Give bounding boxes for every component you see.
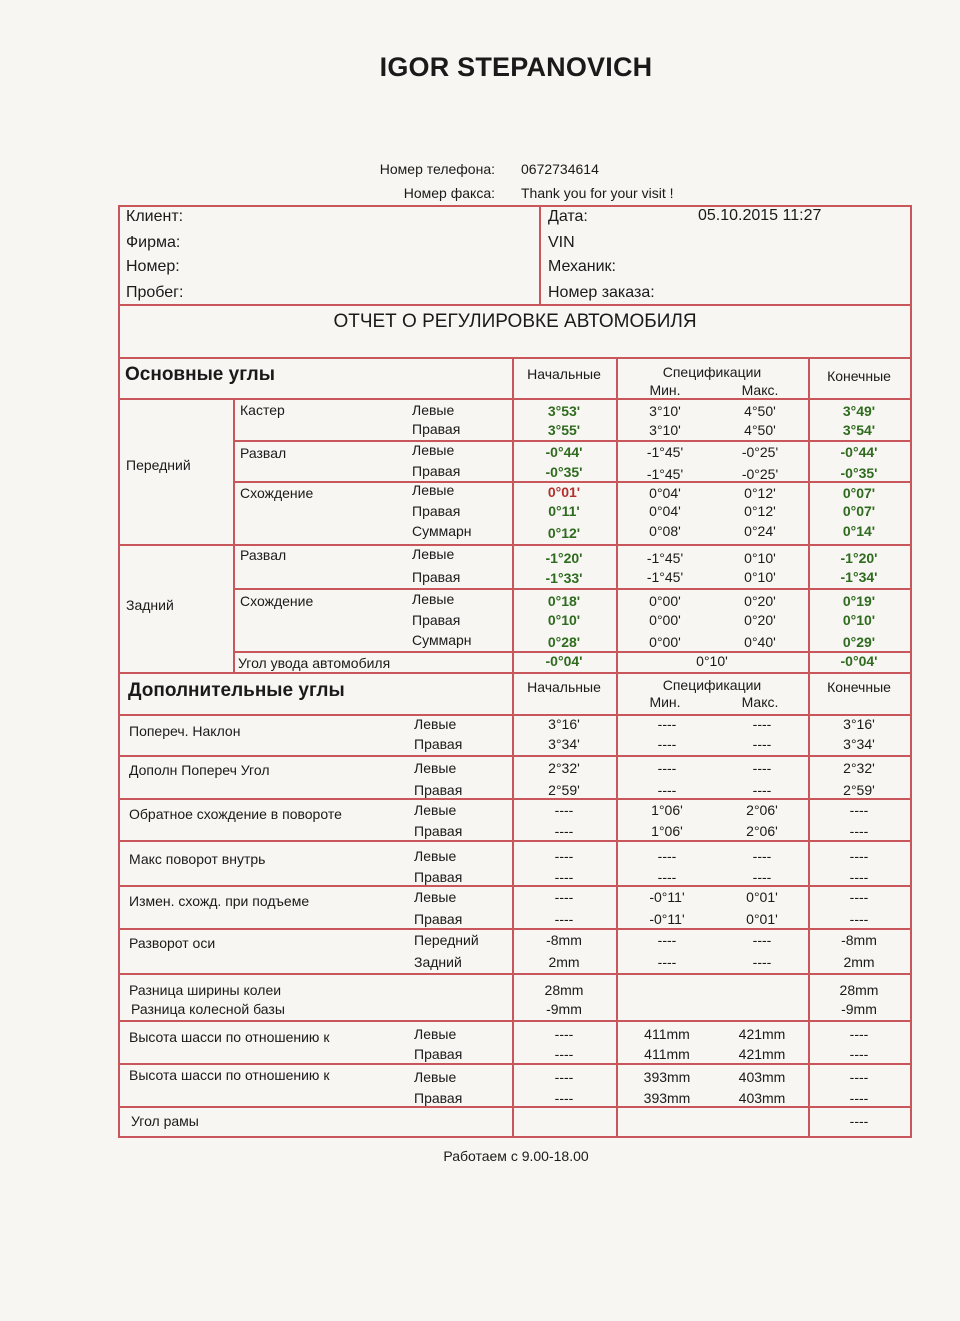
value-min: ---- xyxy=(657,782,677,798)
front-camber-label: Развал xyxy=(240,445,287,461)
fax-label: Номер факса: xyxy=(403,185,495,201)
side-label: Левые xyxy=(414,1069,457,1085)
vin-label: VIN xyxy=(548,234,575,251)
side-left: Левые xyxy=(412,442,455,458)
side-label: Правая xyxy=(414,782,463,798)
value-final: ---- xyxy=(849,1090,869,1106)
thrust-initial: -0°04' xyxy=(545,653,583,669)
value-max: ---- xyxy=(752,954,772,970)
value-initial: 3°53' xyxy=(547,403,581,419)
value-min: -1°45' xyxy=(646,550,684,566)
col-spec: Спецификации xyxy=(662,364,762,380)
value-max: 421mm xyxy=(738,1046,786,1062)
value-min: ---- xyxy=(657,760,677,776)
side-label: Левые xyxy=(414,716,457,732)
value-initial: -0°44' xyxy=(545,444,583,460)
value-initial: ---- xyxy=(554,802,574,818)
value-min: -1°45' xyxy=(646,569,684,585)
value-initial: ---- xyxy=(554,889,574,905)
value-min: ---- xyxy=(657,869,677,885)
value-min: 1°06' xyxy=(651,802,683,818)
wheelbase-label: Разница колесной базы xyxy=(131,1001,285,1017)
track-final: 28mm xyxy=(839,982,879,998)
value-min: -0°11' xyxy=(649,911,685,927)
value-initial: 2°32' xyxy=(548,760,580,776)
side-label: Правая xyxy=(414,823,463,839)
value-initial: ---- xyxy=(554,1026,574,1042)
value-max: 0°10' xyxy=(744,569,776,585)
side-label: Левые xyxy=(414,760,457,776)
thrust-final: -0°04' xyxy=(840,653,878,669)
order-label: Номер заказа: xyxy=(548,284,655,301)
value-initial: ---- xyxy=(554,1046,574,1062)
front-group: Передний xyxy=(126,457,191,473)
value-min: ---- xyxy=(657,954,677,970)
value-initial: 3°55' xyxy=(547,422,581,438)
thrust-label: Угол увода автомобиля xyxy=(238,655,391,671)
value-max: 403mm xyxy=(738,1069,786,1085)
value-max: 421mm xyxy=(738,1026,786,1042)
value-max: 0°20' xyxy=(744,593,776,609)
side-right: Правая xyxy=(412,463,461,479)
value-min: 393mm xyxy=(643,1090,691,1106)
side-left: Левые xyxy=(412,546,455,562)
date-value: 05.10.2015 11:27 xyxy=(698,207,822,224)
col-final: Конечные xyxy=(827,679,891,695)
side-right: Правая xyxy=(412,569,461,585)
front-toe-label: Схождение xyxy=(240,485,314,501)
value-final: 3°16' xyxy=(843,716,875,732)
value-final: 2°59' xyxy=(843,782,875,798)
side-label: Передний xyxy=(414,932,479,948)
value-initial: -8mm xyxy=(546,932,582,948)
value-max: 2°06' xyxy=(746,823,778,839)
value-final: 3°34' xyxy=(843,736,875,752)
value-min: 0°00' xyxy=(649,593,681,609)
value-final: 0°10' xyxy=(842,612,876,628)
col-final: Конечные xyxy=(827,368,891,384)
value-final: ---- xyxy=(849,823,869,839)
value-max: 0°01' xyxy=(746,911,778,927)
value-max: 0°12' xyxy=(744,485,776,501)
value-max: -0°25' xyxy=(741,466,779,482)
value-max: ---- xyxy=(752,782,772,798)
value-final: ---- xyxy=(849,848,869,864)
wheelbase-initial: -9mm xyxy=(546,1001,582,1017)
value-min: 0°00' xyxy=(649,612,681,628)
side-label: Левые xyxy=(414,889,457,905)
value-initial: 0°11' xyxy=(548,503,580,519)
firm-label: Фирма: xyxy=(126,234,181,251)
col-initial: Начальные xyxy=(527,679,601,695)
value-final: ---- xyxy=(849,802,869,818)
col-initial: Начальные xyxy=(527,366,601,382)
value-initial: ---- xyxy=(554,823,574,839)
value-final: 0°07' xyxy=(842,485,876,501)
value-max: 0°40' xyxy=(744,634,776,650)
value-initial: -0°35' xyxy=(545,464,583,480)
value-initial: ---- xyxy=(554,869,574,885)
value-max: ---- xyxy=(752,932,772,948)
value-min: 0°04' xyxy=(649,485,681,501)
side-right: Правая xyxy=(412,612,461,628)
value-initial: 3°34' xyxy=(548,736,580,752)
side-label: Правая xyxy=(414,869,463,885)
value-max: 0°10' xyxy=(744,550,776,566)
value-initial: 0°12' xyxy=(547,525,581,541)
fax-value: Thank you for your visit ! xyxy=(521,185,674,201)
side-left: Левые xyxy=(412,482,455,498)
side-right: Правая xyxy=(412,503,461,519)
value-final: -1°34' xyxy=(840,569,878,585)
side-label: Левые xyxy=(414,802,457,818)
value-final: 3°49' xyxy=(842,403,876,419)
value-max: 0°12' xyxy=(744,503,776,519)
value-min: 1°06' xyxy=(651,823,683,839)
value-max: ---- xyxy=(752,736,772,752)
value-final: -1°20' xyxy=(840,550,878,566)
side-label: Задний xyxy=(414,954,462,970)
value-final: ---- xyxy=(849,1046,869,1062)
extra-row-label: Измен. схожд. при подъеме xyxy=(129,893,310,909)
main-angles-title: Основные углы xyxy=(125,364,275,385)
side-left: Левые xyxy=(412,402,455,418)
extra-row-label: Разворот оси xyxy=(129,935,216,951)
frame-angle-label: Угол рамы xyxy=(131,1113,199,1129)
value-initial: ---- xyxy=(554,911,574,927)
col-max: Макс. xyxy=(741,694,779,710)
value-initial: 0°01' xyxy=(547,484,581,500)
value-initial: ---- xyxy=(554,848,574,864)
phone-label: Номер телефона: xyxy=(379,161,495,177)
phone-value: 0672734614 xyxy=(521,161,599,177)
value-min: 3°10' xyxy=(649,422,681,438)
col-max: Макс. xyxy=(741,382,779,398)
value-min: 0°04' xyxy=(649,503,681,519)
value-initial: 2°59' xyxy=(548,782,580,798)
value-max: ---- xyxy=(752,848,772,864)
value-initial: -1°20' xyxy=(545,550,583,566)
side-left: Левые xyxy=(412,591,455,607)
value-max: 0°24' xyxy=(744,523,776,539)
value-initial: 0°28' xyxy=(547,634,581,650)
value-min: 393mm xyxy=(643,1069,691,1085)
value-max: 0°20' xyxy=(744,612,776,628)
value-min: ---- xyxy=(657,716,677,732)
col-spec: Спецификации xyxy=(662,677,762,693)
side-label: Левые xyxy=(414,1026,457,1042)
value-initial: ---- xyxy=(554,1069,574,1085)
frame-angle-final: ---- xyxy=(849,1113,869,1129)
side-right: Правая xyxy=(412,421,461,437)
value-min: ---- xyxy=(657,848,677,864)
wheelbase-final: -9mm xyxy=(841,1001,877,1017)
extra-row-label: Обратное схождение в повороте xyxy=(129,806,342,822)
value-initial: 0°10' xyxy=(547,612,581,628)
value-min: -0°11' xyxy=(649,889,685,905)
mileage-label: Пробег: xyxy=(126,284,184,301)
rear-camber-label: Развал xyxy=(240,547,287,563)
value-min: ---- xyxy=(657,736,677,752)
track-label: Разница ширины колеи xyxy=(129,982,282,998)
side-label: Правая xyxy=(414,911,463,927)
value-max: -0°25' xyxy=(741,444,779,460)
value-min: 411mm xyxy=(644,1046,690,1062)
value-final: 2°32' xyxy=(843,760,875,776)
value-final: ---- xyxy=(849,1069,869,1085)
col-min: Мин. xyxy=(649,382,681,398)
extra-row-label: Высота шасси по отношению к xyxy=(129,1029,330,1045)
side-label: Правая xyxy=(414,1046,463,1062)
value-final: ---- xyxy=(849,889,869,905)
value-initial: 2mm xyxy=(548,954,580,970)
rear-group: Задний xyxy=(126,597,174,613)
value-min: 0°00' xyxy=(649,634,681,650)
value-final: ---- xyxy=(849,911,869,927)
value-final: -0°44' xyxy=(840,444,878,460)
value-final: -8mm xyxy=(841,932,877,948)
value-final: 0°07' xyxy=(842,503,876,519)
value-max: 2°06' xyxy=(746,802,778,818)
value-final: 0°19' xyxy=(842,593,876,609)
track-initial: 28mm xyxy=(544,982,584,998)
value-final: 0°14' xyxy=(842,523,876,539)
value-final: 3°54' xyxy=(842,422,876,438)
col-min: Мин. xyxy=(649,694,681,710)
number-label: Номер: xyxy=(126,258,180,275)
value-max: 0°01' xyxy=(746,889,778,905)
report-title: ОТЧЕТ О РЕГУЛИРОВКЕ АВТОМОБИЛЯ xyxy=(333,311,697,332)
value-initial: 0°18' xyxy=(547,593,581,609)
extra-row-label: Высота шасси по отношению к xyxy=(129,1067,330,1083)
rear-toe-label: Схождение xyxy=(240,593,314,609)
company-title: IGOR STEPANOVICH xyxy=(379,52,653,82)
value-min: ---- xyxy=(657,932,677,948)
thrust-spec: 0°10' xyxy=(696,653,728,669)
caster-label: Кастер xyxy=(240,402,285,418)
value-max: ---- xyxy=(752,716,772,732)
extra-row-label: Попереч. Наклон xyxy=(129,723,241,739)
value-min: -1°45' xyxy=(646,466,684,482)
extra-angles-title: Дополнительные углы xyxy=(128,680,345,701)
value-final: ---- xyxy=(849,1026,869,1042)
value-final: ---- xyxy=(849,869,869,885)
value-max: 403mm xyxy=(738,1090,786,1106)
side-total: Суммарн xyxy=(412,523,472,539)
value-initial: 3°16' xyxy=(548,716,580,732)
value-min: 0°08' xyxy=(649,523,681,539)
extra-row-label: Макс поворот внутрь xyxy=(129,851,266,867)
mechanic-label: Механик: xyxy=(548,258,616,275)
working-hours: Работаем с 9.00-18.00 xyxy=(443,1148,589,1164)
client-label: Клиент: xyxy=(126,208,184,225)
value-max: 4°50' xyxy=(744,422,776,438)
side-label: Правая xyxy=(414,736,463,752)
value-final: 0°29' xyxy=(842,634,876,650)
value-initial: -1°33' xyxy=(545,570,583,586)
value-max: ---- xyxy=(752,760,772,776)
value-max: ---- xyxy=(752,869,772,885)
date-label: Дата: xyxy=(548,208,588,225)
value-min: 3°10' xyxy=(649,403,681,419)
value-initial: ---- xyxy=(554,1090,574,1106)
extra-row-label: Дополн Попереч Угол xyxy=(129,762,270,778)
value-min: 411mm xyxy=(644,1026,690,1042)
side-label: Левые xyxy=(414,848,457,864)
value-min: -1°45' xyxy=(646,444,684,460)
side-total: Суммарн xyxy=(412,632,472,648)
value-final: 2mm xyxy=(843,954,875,970)
side-label: Правая xyxy=(414,1090,463,1106)
value-final: -0°35' xyxy=(840,465,878,481)
value-max: 4°50' xyxy=(744,403,776,419)
